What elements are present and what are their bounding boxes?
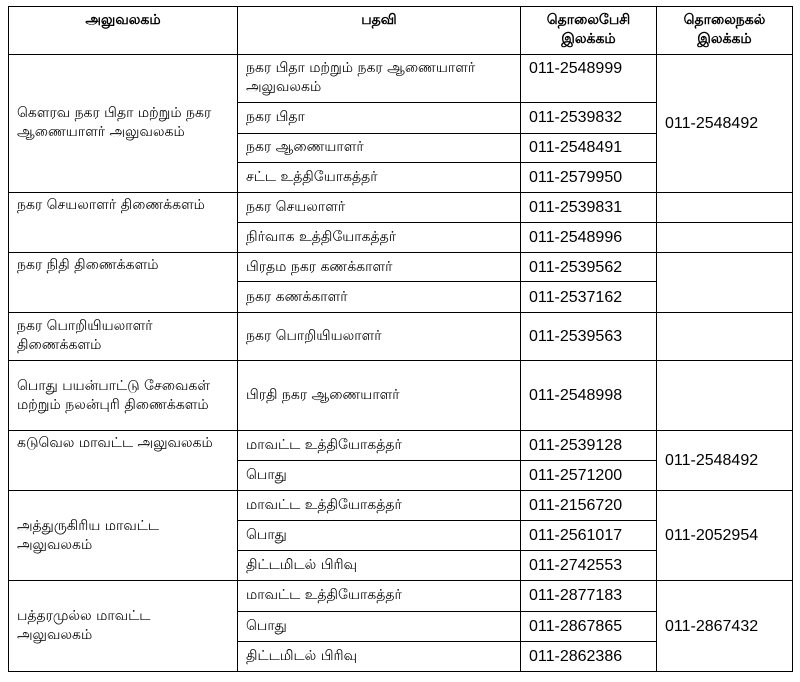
phone-cell: 011-2548996 [521, 223, 657, 253]
fax-cell [657, 253, 793, 312]
office-name: கடுவெல மாவட்ட அலுவலகம் [9, 431, 238, 490]
phone-cell: 011-2579950 [521, 162, 657, 192]
office-name: பொது பயன்பாட்டு சேவைகள் மற்றும் நலன்புரி திணைக்களம் [9, 360, 238, 430]
table-row [9, 253, 793, 282]
position-cell: நிர்வாக உத்தியோகத்தர் [238, 223, 521, 253]
position-cell: நகர கணக்காளர் [238, 282, 521, 312]
office-name: அத்துருகிரிய மாவட்ட அலுவலகம் [9, 490, 238, 581]
office-name: நகர செயலாளர் திணைக்களம் [9, 192, 238, 252]
phone-cell: 011-2877183 [521, 581, 657, 611]
office-name: நகர பொறியியலாளர் திணைக்களம் [9, 312, 238, 360]
fax-cell: 011-2052954 [657, 490, 793, 581]
table-row [9, 192, 793, 222]
position-cell: பிரதம நகர கணக்காளர் [238, 253, 521, 282]
phone-cell: 011-2539832 [521, 103, 657, 133]
position-cell: நகர பிதா [238, 103, 521, 133]
office-name: நகர நிதி திணைக்களம் [9, 253, 238, 312]
table-row [9, 360, 793, 430]
office-name: கௌரவ நகர பிதா மற்றும் நகர ஆணையாளர் அலுவலகம் [9, 55, 238, 193]
position-cell: நகர ஆணையாளர் [238, 133, 521, 162]
phone-cell: 011-2156720 [521, 490, 657, 520]
fax-cell-empty [657, 223, 793, 253]
position-cell: பொது [238, 460, 521, 490]
position-cell: மாவட்ட உத்தியோகத்தர் [238, 581, 521, 611]
phone-cell: 011-2539563 [521, 312, 657, 360]
table-row [9, 312, 793, 360]
header-office: அலுவலகம் [9, 7, 238, 55]
header-position: பதவி [238, 7, 521, 55]
fax-cell: 011-2548492 [657, 431, 793, 490]
header-row [9, 7, 793, 55]
fax-cell [657, 312, 793, 360]
phone-cell: 011-2571200 [521, 460, 657, 490]
position-cell: மாவட்ட உத்தியோகத்தர் [238, 490, 521, 520]
phone-cell: 011-2862386 [521, 641, 657, 671]
table-row [9, 55, 793, 103]
position-cell: சட்ட உத்தியோகத்தர் [238, 162, 521, 192]
phone-cell: 011-2742553 [521, 551, 657, 581]
phone-cell: 011-2561017 [521, 520, 657, 550]
table-row [9, 490, 793, 520]
contact-table [8, 6, 793, 672]
header-phone: தொலைபேசி இலக்கம் [521, 7, 657, 55]
fax-cell: 011-2548492 [657, 55, 793, 193]
header-fax: தொலைநகல் இலக்கம் [657, 7, 793, 55]
position-cell: நகர பிதா மற்றும் நகர ஆணையாளர் அலுவலகம் [238, 55, 521, 103]
table-row [9, 431, 793, 460]
phone-cell: 011-2548999 [521, 55, 657, 103]
position-cell: மாவட்ட உத்தியோகத்தர் [238, 431, 521, 460]
table-row [9, 581, 793, 611]
phone-cell: 011-2539831 [521, 192, 657, 222]
phone-cell: 011-2539128 [521, 431, 657, 460]
position-cell: பிரதி நகர ஆணையாளர் [238, 360, 521, 430]
position-cell: திட்டமிடல் பிரிவு [238, 641, 521, 671]
phone-cell: 011-2867865 [521, 611, 657, 641]
phone-cell: 011-2548491 [521, 133, 657, 162]
fax-cell [657, 360, 793, 430]
fax-cell: 011-2867432 [657, 581, 793, 672]
position-cell: நகர பொறியியலாளர் [238, 312, 521, 360]
phone-cell: 011-2548998 [521, 360, 657, 430]
office-name: பத்தரமுல்ல மாவட்ட அலுவலகம் [9, 581, 238, 672]
position-cell: பொது [238, 611, 521, 641]
position-cell: பொது [238, 520, 521, 550]
position-cell: திட்டமிடல் பிரிவு [238, 551, 521, 581]
position-cell: நகர செயலாளர் [238, 192, 521, 222]
phone-cell: 011-2537162 [521, 282, 657, 312]
phone-cell: 011-2539562 [521, 253, 657, 282]
fax-cell [657, 192, 793, 222]
